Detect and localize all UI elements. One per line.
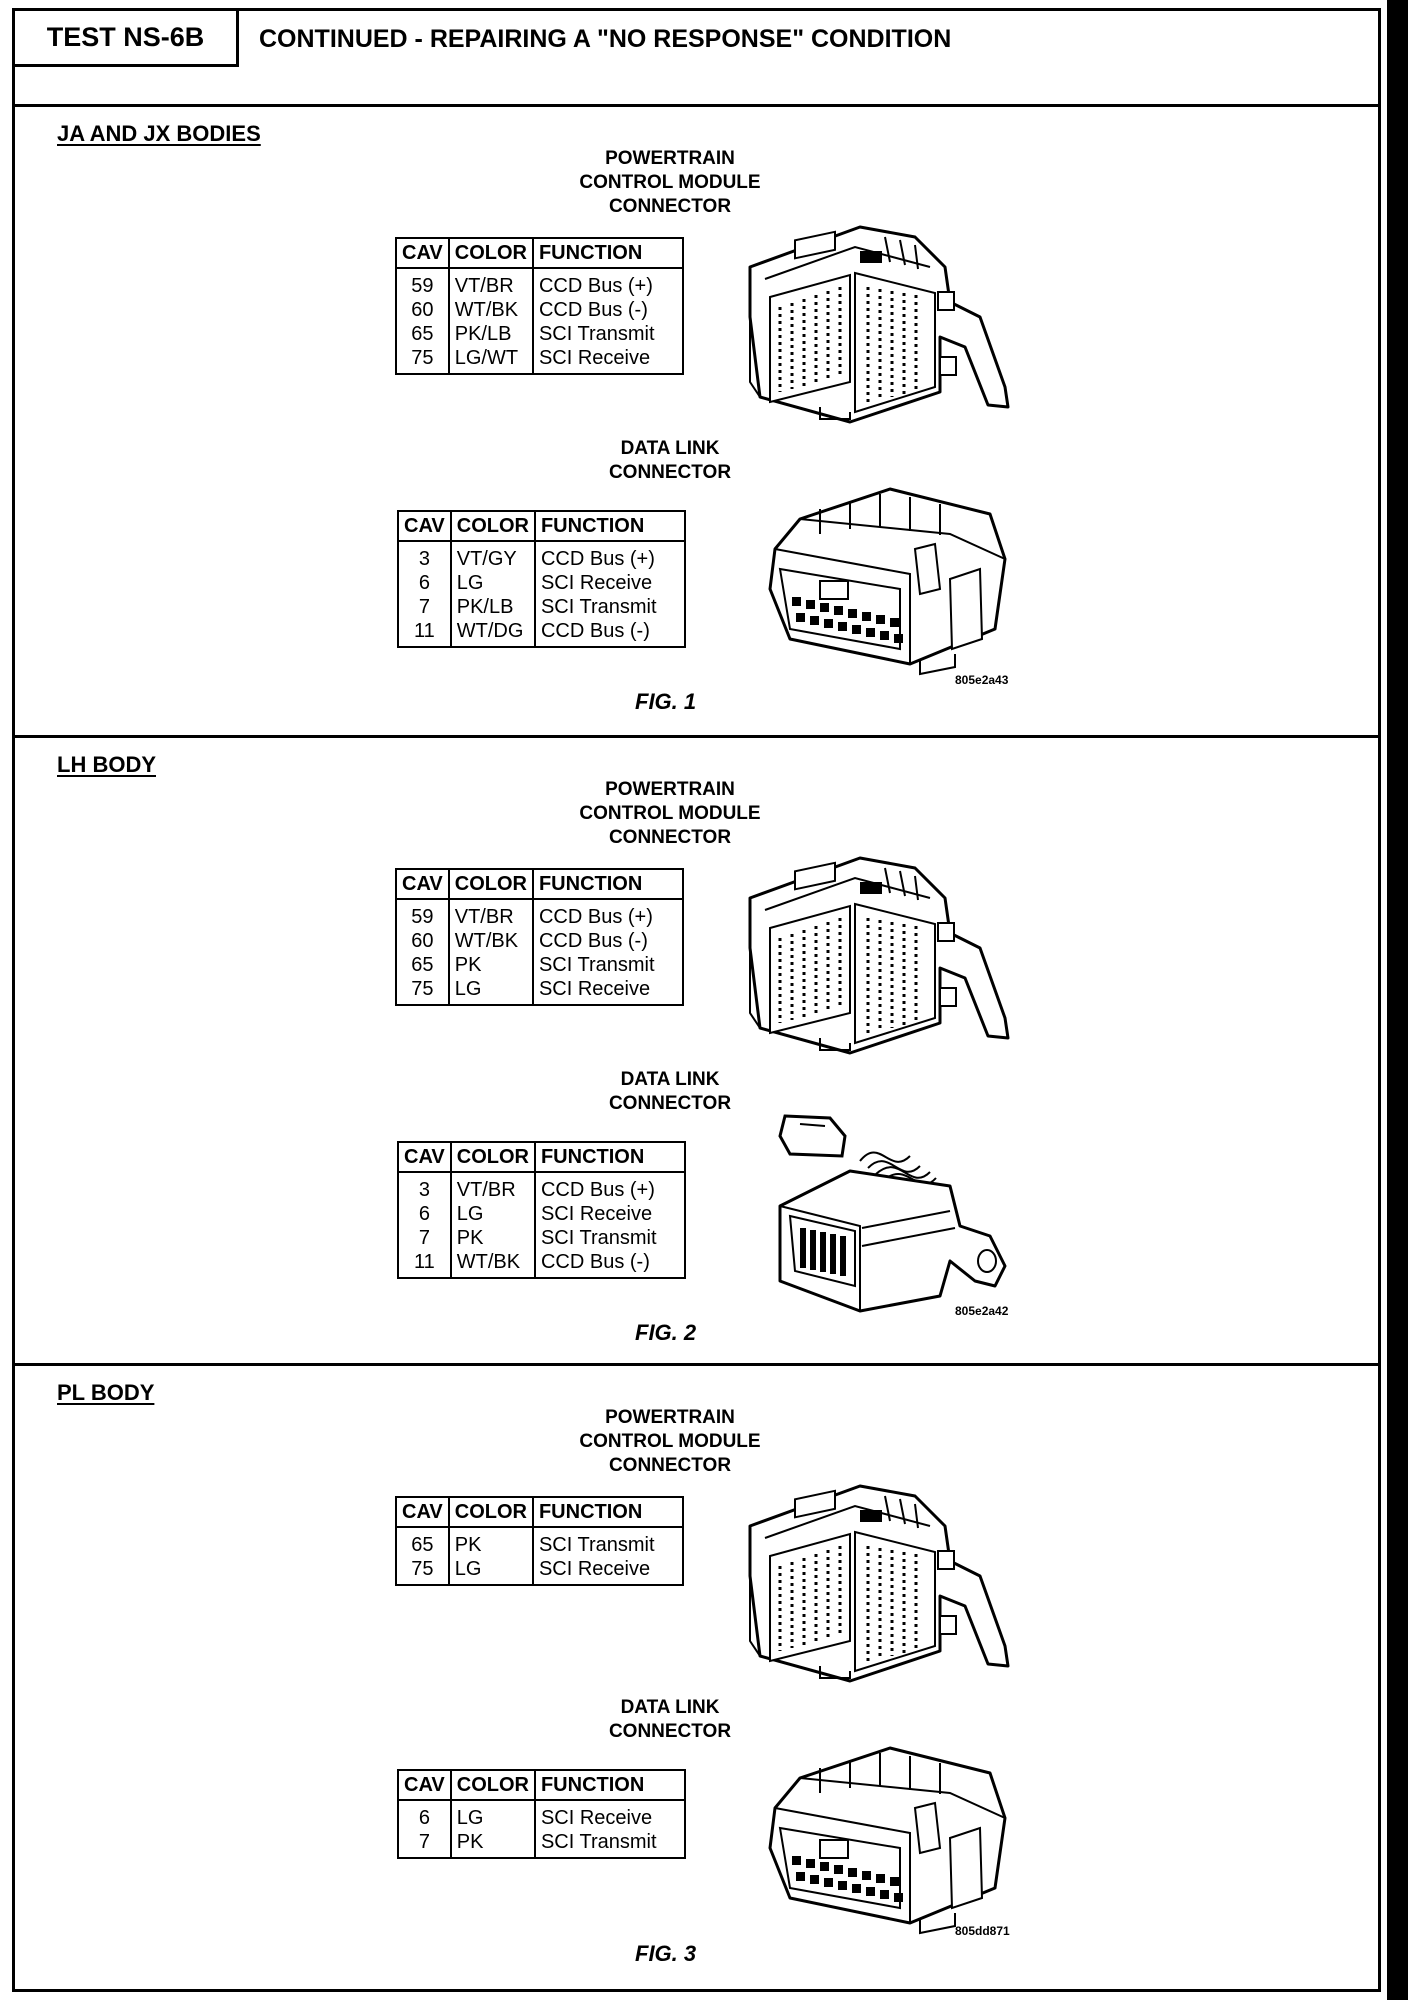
cav-cell: 60	[396, 929, 449, 953]
table-header-row	[396, 238, 683, 268]
color-cell: LG	[451, 1800, 535, 1830]
function-cell: SCI Receive	[535, 1800, 685, 1830]
column-header: COLOR	[449, 1497, 533, 1527]
column-header: FUNCTION	[533, 238, 683, 268]
cav-cell: 59	[396, 268, 449, 298]
connector-label-line: CONNECTOR	[608, 1093, 732, 1114]
function-cell: SCI Transmit	[533, 1527, 683, 1557]
color-cell: WT/DG	[451, 619, 535, 647]
function-cell: SCI Receive	[535, 571, 685, 595]
color-cell: LG	[449, 1557, 533, 1585]
color-cell: WT/BK	[449, 929, 533, 953]
connector-label-line: DATA LINK	[620, 1697, 720, 1718]
color-cell: PK	[451, 1226, 535, 1250]
body-section	[15, 1366, 1378, 1994]
cav-cell: 11	[398, 619, 451, 647]
test-id: TEST NS-6B	[15, 11, 239, 67]
table-row	[396, 929, 683, 953]
function-cell: CCD Bus (+)	[535, 541, 685, 571]
figure-label: FIG. 3	[635, 1941, 697, 1966]
table-row	[398, 619, 685, 647]
column-header: COLOR	[449, 238, 533, 268]
function-cell: CCD Bus (+)	[533, 268, 683, 298]
table-row	[398, 1202, 685, 1226]
figure-label: FIG. 2	[635, 1320, 697, 1345]
dlc-connector-illustration	[750, 489, 1015, 689]
cavity-table	[395, 868, 684, 1006]
pcm-connector-illustration	[740, 207, 1010, 427]
table-row	[396, 1557, 683, 1585]
table-row	[396, 953, 683, 977]
table-row	[396, 1527, 683, 1557]
dlc-connector-illustration	[750, 1116, 1015, 1316]
function-cell: SCI Receive	[533, 346, 683, 374]
dlc-connector-label	[540, 1068, 800, 1116]
column-header: FUNCTION	[535, 1142, 685, 1172]
function-cell: SCI Transmit	[535, 1830, 685, 1858]
color-cell: LG	[451, 1202, 535, 1226]
column-header: FUNCTION	[533, 1497, 683, 1527]
cav-cell: 59	[396, 899, 449, 929]
figure-code: 805dd871	[955, 1924, 1010, 1938]
body-section	[15, 107, 1378, 735]
connector-label-line: POWERTRAIN	[605, 779, 735, 800]
dlc-connector-label	[540, 437, 800, 485]
column-header: FUNCTION	[535, 1770, 685, 1800]
connector-label-line: DATA LINK	[620, 1069, 720, 1090]
table-row	[398, 571, 685, 595]
cav-cell: 11	[398, 1250, 451, 1278]
page-edge-bar	[1387, 0, 1408, 2000]
figure-label: FIG. 1	[635, 689, 697, 714]
column-header: CAV	[398, 511, 451, 541]
column-header: COLOR	[451, 1770, 535, 1800]
connector-label-line: CONNECTOR	[608, 1455, 732, 1476]
table-row	[398, 1250, 685, 1278]
color-cell: LG/WT	[449, 346, 533, 374]
color-cell: PK	[449, 953, 533, 977]
table-row	[396, 268, 683, 298]
table-header-row	[398, 1142, 685, 1172]
page-frame	[12, 8, 1381, 1992]
cav-cell: 65	[396, 1527, 449, 1557]
section-title: LH BODY	[57, 752, 156, 777]
figure-code: 805e2a42	[955, 1304, 1009, 1318]
cav-cell: 60	[396, 298, 449, 322]
connector-label-line: DATA LINK	[620, 438, 720, 459]
table-row	[398, 595, 685, 619]
cavity-table	[397, 1769, 686, 1859]
function-cell: CCD Bus (-)	[533, 929, 683, 953]
table-row	[398, 1830, 685, 1858]
function-cell: SCI Transmit	[533, 322, 683, 346]
cavity-table	[395, 237, 684, 375]
cav-cell: 3	[398, 1172, 451, 1202]
connector-label-line: CONNECTOR	[608, 1721, 732, 1742]
cavity-table	[395, 1496, 684, 1586]
color-cell: VT/BR	[449, 899, 533, 929]
cav-cell: 75	[396, 1557, 449, 1585]
color-cell: LG	[449, 977, 533, 1005]
cav-cell: 6	[398, 1202, 451, 1226]
column-header: CAV	[396, 869, 449, 899]
connector-label-line: CONNECTOR	[608, 462, 732, 483]
column-header: CAV	[396, 1497, 449, 1527]
color-cell: PK/LB	[449, 322, 533, 346]
connector-label-line: CONTROL MODULE	[579, 803, 761, 824]
table-row	[396, 298, 683, 322]
cav-cell: 6	[398, 571, 451, 595]
cav-cell: 7	[398, 1226, 451, 1250]
table-row	[396, 346, 683, 374]
page-header	[15, 11, 1378, 107]
connector-label-line: POWERTRAIN	[605, 1407, 735, 1428]
function-cell: SCI Transmit	[535, 595, 685, 619]
column-header: FUNCTION	[535, 511, 685, 541]
function-cell: SCI Receive	[533, 1557, 683, 1585]
cavity-table	[397, 510, 686, 648]
page-title: CONTINUED - REPAIRING A "NO RESPONSE" CONDITION	[259, 25, 952, 53]
color-cell: PK/LB	[451, 595, 535, 619]
column-header: CAV	[396, 238, 449, 268]
color-cell: VT/BR	[449, 268, 533, 298]
color-cell: VT/BR	[451, 1172, 535, 1202]
function-cell: CCD Bus (-)	[533, 298, 683, 322]
table-row	[396, 899, 683, 929]
table-header-row	[398, 511, 685, 541]
color-cell: WT/BK	[451, 1250, 535, 1278]
cav-cell: 65	[396, 953, 449, 977]
function-cell: CCD Bus (+)	[535, 1172, 685, 1202]
table-header-row	[396, 1497, 683, 1527]
table-row	[398, 1800, 685, 1830]
column-header: CAV	[398, 1770, 451, 1800]
dlc-connector-illustration	[750, 1748, 1015, 1948]
figure-code: 805e2a43	[955, 673, 1009, 687]
cav-cell: 75	[396, 977, 449, 1005]
table-row	[396, 977, 683, 1005]
connector-label-line: CONNECTOR	[608, 196, 732, 217]
table-row	[398, 541, 685, 571]
function-cell: CCD Bus (-)	[535, 1250, 685, 1278]
column-header: COLOR	[451, 1142, 535, 1172]
table-row	[396, 322, 683, 346]
connector-label-line: POWERTRAIN	[605, 148, 735, 169]
cav-cell: 3	[398, 541, 451, 571]
connector-label-line: CONTROL MODULE	[579, 1431, 761, 1452]
color-cell: PK	[451, 1830, 535, 1858]
table-row	[398, 1226, 685, 1250]
connector-label-line: CONTROL MODULE	[579, 172, 761, 193]
function-cell: SCI Receive	[533, 977, 683, 1005]
color-cell: LG	[451, 571, 535, 595]
function-cell: CCD Bus (+)	[533, 899, 683, 929]
table-header-row	[398, 1770, 685, 1800]
cav-cell: 7	[398, 595, 451, 619]
color-cell: VT/GY	[451, 541, 535, 571]
function-cell: SCI Receive	[535, 1202, 685, 1226]
color-cell: PK	[449, 1527, 533, 1557]
section-title: JA AND JX BODIES	[57, 121, 261, 146]
dlc-connector-label	[540, 1696, 800, 1744]
cavity-table	[397, 1141, 686, 1279]
cav-cell: 65	[396, 322, 449, 346]
cav-cell: 75	[396, 346, 449, 374]
cav-cell: 6	[398, 1800, 451, 1830]
color-cell: WT/BK	[449, 298, 533, 322]
table-row	[398, 1172, 685, 1202]
body-section	[15, 738, 1378, 1366]
column-header: FUNCTION	[533, 869, 683, 899]
column-header: COLOR	[449, 869, 533, 899]
pcm-connector-illustration	[740, 1466, 1010, 1686]
function-cell: SCI Transmit	[535, 1226, 685, 1250]
column-header: CAV	[398, 1142, 451, 1172]
connector-label-line: CONNECTOR	[608, 827, 732, 848]
pcm-connector-illustration	[740, 838, 1010, 1058]
function-cell: CCD Bus (-)	[535, 619, 685, 647]
table-header-row	[396, 869, 683, 899]
function-cell: SCI Transmit	[533, 953, 683, 977]
section-title: PL BODY	[57, 1380, 155, 1405]
column-header: COLOR	[451, 511, 535, 541]
cav-cell: 7	[398, 1830, 451, 1858]
